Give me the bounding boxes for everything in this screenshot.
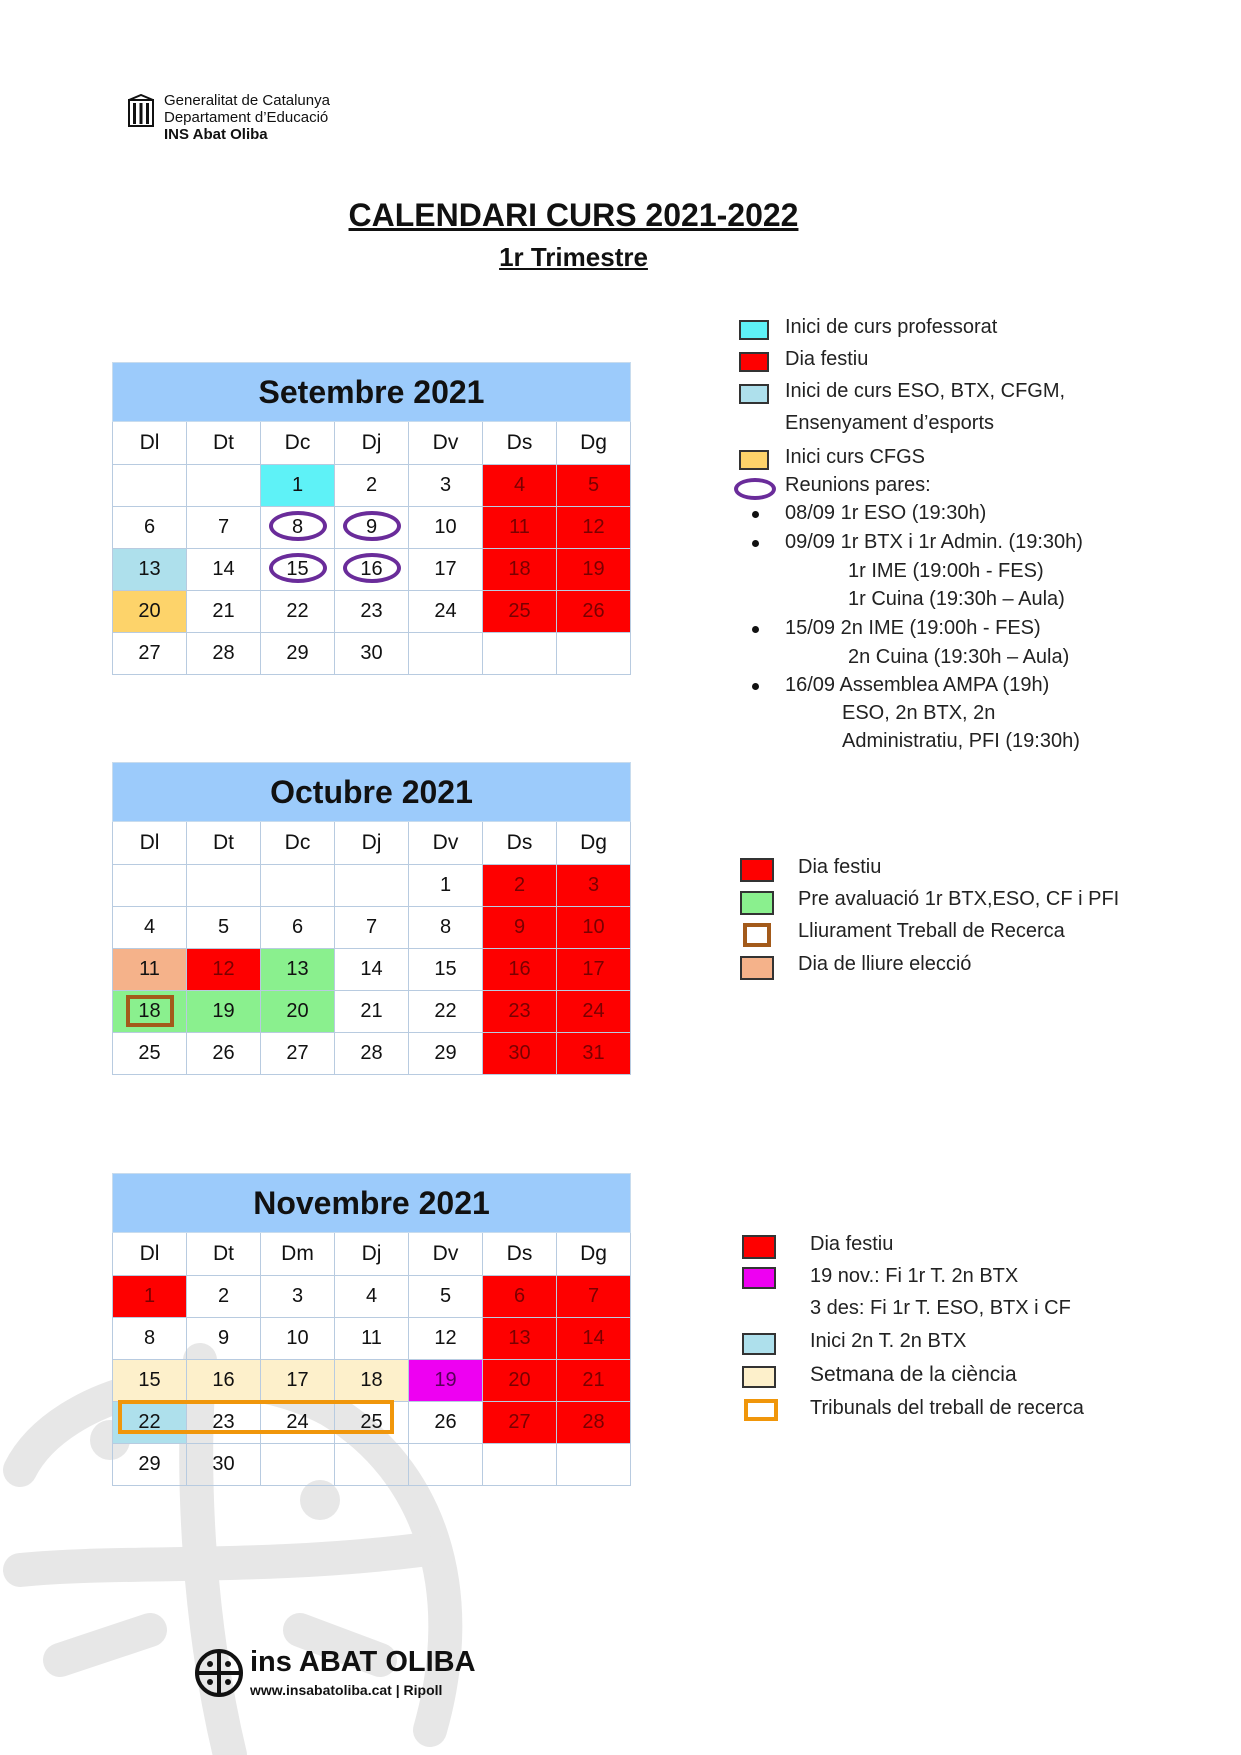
calendar-day-cell	[557, 1360, 631, 1402]
day-number: 30	[212, 1453, 235, 1475]
calendar-setembre	[112, 362, 631, 675]
weekday-header: Dt	[187, 1233, 261, 1276]
day-number: 11	[361, 1327, 382, 1349]
calendar-day-cell	[483, 1402, 557, 1444]
calendar-day-cell	[557, 633, 631, 675]
calendar-day-cell	[483, 465, 557, 507]
calendar-day-cell	[113, 1360, 187, 1402]
month-title: Setembre 2021	[113, 363, 631, 422]
day-number: 10	[434, 516, 457, 538]
day-number: 1	[439, 874, 452, 896]
calendar-day-cell	[557, 507, 631, 549]
generalitat-logo-icon	[128, 94, 154, 128]
swatch-setmana-ciencia	[742, 1366, 776, 1388]
ins-abat-oliba-logo-icon	[194, 1648, 244, 1698]
day-number: 4	[143, 916, 156, 938]
month-title: Novembre 2021	[113, 1174, 631, 1233]
swatch-inici-curs	[739, 384, 769, 404]
meeting-item: 09/09 1r BTX i 1r Admin. (19:30h)	[785, 531, 1083, 553]
calendar-day-cell	[187, 991, 261, 1033]
day-number: 7	[217, 516, 230, 538]
calendar-day-cell	[113, 549, 187, 591]
legend-item: Pre avaluació 1r BTX,ESO, CF i PFI	[798, 888, 1120, 910]
calendar-day-cell	[113, 1318, 187, 1360]
calendar-day-cell	[483, 865, 557, 907]
day-number: 22	[286, 600, 309, 622]
day-number: 14	[582, 1327, 605, 1349]
weekday-header: Dt	[187, 822, 261, 865]
day-number: 29	[138, 1453, 161, 1475]
calendar-day-cell	[483, 507, 557, 549]
calendar-day-cell	[113, 1444, 187, 1486]
weekday-header: Dg	[557, 422, 631, 465]
day-number: 17	[286, 1369, 309, 1391]
legend-item: Tribunals del treball de recerca	[810, 1397, 1084, 1419]
calendar-day-cell	[409, 991, 483, 1033]
day-number: 22	[138, 1411, 161, 1433]
reunio-oval-marker	[343, 511, 401, 541]
weekday-header: Ds	[483, 1233, 557, 1276]
day-number: 6	[291, 916, 304, 938]
calendar-day-cell	[557, 1276, 631, 1318]
calendar-day-cell	[483, 591, 557, 633]
legend-item: Dia de lliure elecció	[798, 953, 972, 975]
calendar-day-cell	[557, 591, 631, 633]
day-number: 16	[508, 958, 531, 980]
calendar-day-cell	[261, 865, 335, 907]
bullet-icon	[752, 683, 759, 690]
day-number: 9	[365, 516, 378, 538]
tribunals-range-marker	[118, 1400, 394, 1434]
calendar-day-cell	[409, 949, 483, 991]
calendar-day-cell	[187, 865, 261, 907]
calendar-day-cell	[113, 991, 187, 1033]
calendar-day-cell	[409, 633, 483, 675]
day-number: 26	[434, 1411, 457, 1433]
day-number: 15	[138, 1369, 161, 1391]
calendar-day-cell	[335, 507, 409, 549]
swatch-inici-cfgs	[739, 450, 769, 470]
day-number: 10	[286, 1327, 309, 1349]
day-number: 29	[434, 1042, 457, 1064]
swatch-tribunals	[744, 1399, 778, 1421]
day-number: 8	[439, 916, 452, 938]
day-number: 21	[212, 600, 235, 622]
swatch-lliurament-treball	[743, 923, 771, 947]
calendar-day-cell	[335, 1318, 409, 1360]
calendar-day-cell	[557, 991, 631, 1033]
meeting-item: 16/09 Assemblea AMPA (19h)	[785, 674, 1050, 696]
day-number: 6	[513, 1285, 526, 1307]
calendar-day-cell	[261, 633, 335, 675]
day-number: 16	[212, 1369, 235, 1391]
day-number: 9	[217, 1327, 230, 1349]
calendar-day-cell	[557, 1033, 631, 1075]
day-number: 20	[508, 1369, 531, 1391]
day-number: 17	[434, 558, 457, 580]
calendar-day-cell	[261, 907, 335, 949]
day-number: 18	[508, 558, 531, 580]
calendar-day-cell	[261, 1360, 335, 1402]
calendar-day-cell	[261, 507, 335, 549]
calendar-day-cell	[113, 465, 187, 507]
calendar-day-cell	[335, 465, 409, 507]
legend-item: Lliurament Treball de Recerca	[798, 920, 1065, 942]
calendar-day-cell	[187, 949, 261, 991]
day-number: 18	[360, 1369, 383, 1391]
header-line-generalitat: Generalitat de Catalunya	[164, 92, 330, 109]
calendar-day-cell	[409, 907, 483, 949]
weekday-header: Dt	[187, 422, 261, 465]
day-number: 23	[508, 1000, 531, 1022]
calendar-day-cell	[113, 865, 187, 907]
calendar-day-cell	[261, 1318, 335, 1360]
day-number: 28	[582, 1411, 605, 1433]
day-number: 19	[212, 1000, 235, 1022]
legend-item: Inici 2n T. 2n BTX	[810, 1330, 967, 1352]
day-number: 27	[138, 642, 161, 664]
day-number: 27	[286, 1042, 309, 1064]
weekday-header: Dl	[113, 1233, 187, 1276]
calendar-day-cell	[261, 1276, 335, 1318]
calendar-day-cell	[409, 1444, 483, 1486]
calendar-day-cell	[483, 1360, 557, 1402]
calendar-day-cell	[187, 591, 261, 633]
calendar-day-cell	[187, 549, 261, 591]
day-number: 24	[286, 1411, 309, 1433]
meeting-item: 2n Cuina (19:30h – Aula)	[848, 646, 1070, 668]
calendar-day-cell	[261, 1444, 335, 1486]
day-number: 31	[582, 1042, 605, 1064]
calendar-day-cell	[335, 1276, 409, 1318]
day-number: 24	[434, 600, 457, 622]
day-number: 15	[434, 958, 457, 980]
day-number: 12	[434, 1327, 457, 1349]
calendar-day-cell	[483, 991, 557, 1033]
calendar-day-cell	[557, 865, 631, 907]
page-subtitle: 1r Trimestre	[499, 242, 648, 272]
legend-item: Dia festiu	[810, 1233, 894, 1255]
day-number: 11	[509, 516, 530, 538]
legend-item: 3 des: Fi 1r T. ESO, BTX i CF	[810, 1297, 1071, 1319]
header-line-school: INS Abat Oliba	[164, 126, 268, 143]
legend-item: Dia festiu	[785, 348, 869, 370]
swatch-fi-trimestre	[742, 1267, 776, 1289]
calendar-day-cell	[261, 591, 335, 633]
calendar-day-cell	[483, 1033, 557, 1075]
calendar-day-cell	[335, 1033, 409, 1075]
calendar-day-cell	[187, 1276, 261, 1318]
day-number: 21	[360, 1000, 383, 1022]
calendar-day-cell	[335, 865, 409, 907]
legend-item: Inici de curs professorat	[785, 316, 998, 338]
calendar-day-cell	[335, 907, 409, 949]
weekday-header: Dj	[335, 1233, 409, 1276]
calendar-day-cell	[261, 549, 335, 591]
day-number: 23	[212, 1411, 235, 1433]
calendar-day-cell	[557, 949, 631, 991]
day-number: 2	[365, 474, 378, 496]
legend-item: Dia festiu	[798, 856, 882, 878]
day-number: 21	[582, 1369, 605, 1391]
meeting-item: 15/09 2n IME (19:00h - FES)	[785, 617, 1041, 639]
calendar-day-cell	[187, 507, 261, 549]
weekday-header: Dg	[557, 1233, 631, 1276]
calendar-day-cell	[557, 1444, 631, 1486]
day-number: 2	[513, 874, 526, 896]
calendar-day-cell	[187, 1360, 261, 1402]
legend-item: 19 nov.: Fi 1r T. 2n BTX	[810, 1265, 1019, 1287]
day-number: 12	[582, 516, 605, 538]
day-number: 6	[143, 516, 156, 538]
calendar-day-cell	[409, 465, 483, 507]
calendar-day-cell	[261, 465, 335, 507]
legend-item: Reunions pares:	[785, 474, 931, 496]
day-number: 28	[360, 1042, 383, 1064]
calendar-day-cell	[335, 549, 409, 591]
day-number: 2	[217, 1285, 230, 1307]
day-number: 26	[212, 1042, 235, 1064]
calendar-day-cell	[113, 907, 187, 949]
day-number: 4	[365, 1285, 378, 1307]
calendar-day-cell	[483, 907, 557, 949]
swatch-lliure-eleccio	[740, 956, 774, 980]
day-number: 26	[582, 600, 605, 622]
day-number: 19	[434, 1369, 457, 1391]
calendar-day-cell	[335, 949, 409, 991]
lliurament-box-marker	[126, 995, 174, 1027]
calendar-day-cell	[187, 1033, 261, 1075]
legend-item: Inici curs CFGS	[785, 446, 926, 468]
calendar-day-cell	[113, 1276, 187, 1318]
day-number: 13	[138, 558, 161, 580]
swatch-pre-avaluacio	[740, 891, 774, 915]
calendar-day-cell	[187, 1444, 261, 1486]
calendar-day-cell	[335, 1360, 409, 1402]
bullet-icon	[752, 540, 759, 547]
day-number: 17	[582, 958, 605, 980]
calendar-day-cell	[113, 949, 187, 991]
day-number: 5	[439, 1285, 452, 1307]
swatch-inici-2n-trimestre	[742, 1333, 776, 1355]
reunio-oval-marker	[269, 511, 327, 541]
weekday-header: Dm	[261, 1233, 335, 1276]
day-number: 30	[508, 1042, 531, 1064]
calendar-day-cell	[557, 465, 631, 507]
meeting-item: ESO, 2n BTX, 2n	[842, 702, 996, 724]
weekday-header: Dc	[261, 822, 335, 865]
legend-item: Ensenyament d’esports	[785, 412, 995, 434]
calendar-day-cell	[187, 1318, 261, 1360]
calendar-day-cell	[335, 991, 409, 1033]
weekday-header: Dl	[113, 822, 187, 865]
meeting-item: 08/09 1r ESO (19:30h)	[785, 502, 987, 524]
day-number: 3	[439, 474, 452, 496]
day-number: 3	[587, 874, 600, 896]
day-number: 19	[582, 558, 605, 580]
day-number: 15	[286, 558, 309, 580]
day-number: 29	[286, 642, 309, 664]
day-number: 23	[360, 600, 383, 622]
reunio-oval-marker	[269, 553, 327, 583]
day-number: 13	[508, 1327, 531, 1349]
day-number: 13	[286, 958, 309, 980]
header-line-departament: Departament d’Educació	[164, 109, 329, 126]
calendar-day-cell	[483, 1276, 557, 1318]
swatch-festiu	[742, 1235, 776, 1259]
oval-reunions-icon	[734, 478, 776, 500]
calendar-day-cell	[409, 1033, 483, 1075]
day-number: 25	[138, 1042, 161, 1064]
calendar-day-cell	[113, 1033, 187, 1075]
day-number: 20	[138, 600, 161, 622]
calendar-day-cell	[557, 1402, 631, 1444]
weekday-header: Dv	[409, 422, 483, 465]
calendar-day-cell	[335, 633, 409, 675]
month-title: Octubre 2021	[113, 763, 631, 822]
weekday-header: Dj	[335, 422, 409, 465]
calendar-day-cell	[557, 549, 631, 591]
weekday-header: Dj	[335, 822, 409, 865]
calendar-day-cell	[113, 591, 187, 633]
weekday-header: Dc	[261, 422, 335, 465]
calendar-day-cell	[557, 907, 631, 949]
reunio-oval-marker	[343, 553, 401, 583]
calendar-day-cell	[483, 949, 557, 991]
day-number: 22	[434, 1000, 457, 1022]
day-number: 9	[513, 916, 526, 938]
day-number: 8	[143, 1327, 156, 1349]
day-number: 7	[587, 1285, 600, 1307]
calendar-day-cell	[409, 1318, 483, 1360]
day-number: 3	[291, 1285, 304, 1307]
meeting-item: Administratiu, PFI (19:30h)	[842, 730, 1080, 752]
swatch-festiu	[740, 858, 774, 882]
calendar-day-cell	[187, 465, 261, 507]
day-number: 14	[360, 958, 383, 980]
weekday-header: Dg	[557, 822, 631, 865]
day-number: 7	[365, 916, 378, 938]
calendar-octubre	[112, 762, 631, 1075]
day-number: 16	[360, 558, 383, 580]
day-number: 8	[291, 516, 304, 538]
calendar-day-cell	[335, 591, 409, 633]
calendar-day-cell	[409, 865, 483, 907]
calendar-day-cell	[483, 1318, 557, 1360]
day-number: 18	[138, 1000, 161, 1022]
weekday-header: Ds	[483, 422, 557, 465]
calendar-day-cell	[409, 549, 483, 591]
day-number: 1	[143, 1285, 156, 1307]
day-number: 28	[212, 642, 235, 664]
calendar-day-cell	[483, 633, 557, 675]
calendar-day-cell	[409, 507, 483, 549]
bullet-icon	[752, 626, 759, 633]
swatch-inici-professorat	[739, 320, 769, 340]
day-number: 10	[582, 916, 605, 938]
legend-item: Setmana de la ciència	[810, 1363, 1017, 1386]
footer-website: www.insabatoliba.cat | Ripoll	[250, 1682, 443, 1698]
swatch-festiu	[739, 352, 769, 372]
weekday-header: Dl	[113, 422, 187, 465]
meeting-item: 1r Cuina (19:30h – Aula)	[848, 588, 1065, 610]
calendar-day-cell	[335, 1444, 409, 1486]
day-number: 12	[212, 958, 235, 980]
day-number: 4	[513, 474, 526, 496]
calendar-day-cell	[113, 507, 187, 549]
calendar-day-cell	[187, 633, 261, 675]
calendar-day-cell	[261, 991, 335, 1033]
day-number: 27	[508, 1411, 531, 1433]
calendar-day-cell	[483, 1444, 557, 1486]
weekday-header: Dv	[409, 1233, 483, 1276]
page-title: CALENDARI CURS 2021-2022	[348, 197, 799, 233]
meeting-item: 1r IME (19:00h - FES)	[848, 560, 1044, 582]
day-number: 11	[139, 958, 160, 980]
day-number: 1	[291, 474, 304, 496]
calendar-novembre	[112, 1173, 631, 1486]
day-number: 24	[582, 1000, 605, 1022]
calendar-day-cell	[409, 591, 483, 633]
day-number: 20	[286, 1000, 309, 1022]
calendar-day-cell	[187, 907, 261, 949]
day-number: 5	[587, 474, 600, 496]
calendar-day-cell	[261, 949, 335, 991]
weekday-header: Ds	[483, 822, 557, 865]
calendar-day-cell	[261, 1033, 335, 1075]
calendar-day-cell	[409, 1276, 483, 1318]
legend-item: Inici de curs ESO, BTX, CFGM,	[785, 380, 1066, 402]
day-number: 14	[212, 558, 235, 580]
day-number: 25	[508, 600, 531, 622]
footer-school-name: ins ABAT OLIBA	[250, 1646, 476, 1678]
calendar-day-cell	[113, 633, 187, 675]
day-number: 25	[360, 1411, 383, 1433]
calendar-day-cell	[557, 1318, 631, 1360]
bullet-icon	[752, 511, 759, 518]
calendar-day-cell	[409, 1402, 483, 1444]
day-number: 30	[360, 642, 383, 664]
calendar-day-cell	[483, 549, 557, 591]
weekday-header: Dv	[409, 822, 483, 865]
day-number: 5	[217, 916, 230, 938]
calendar-day-cell	[409, 1360, 483, 1402]
